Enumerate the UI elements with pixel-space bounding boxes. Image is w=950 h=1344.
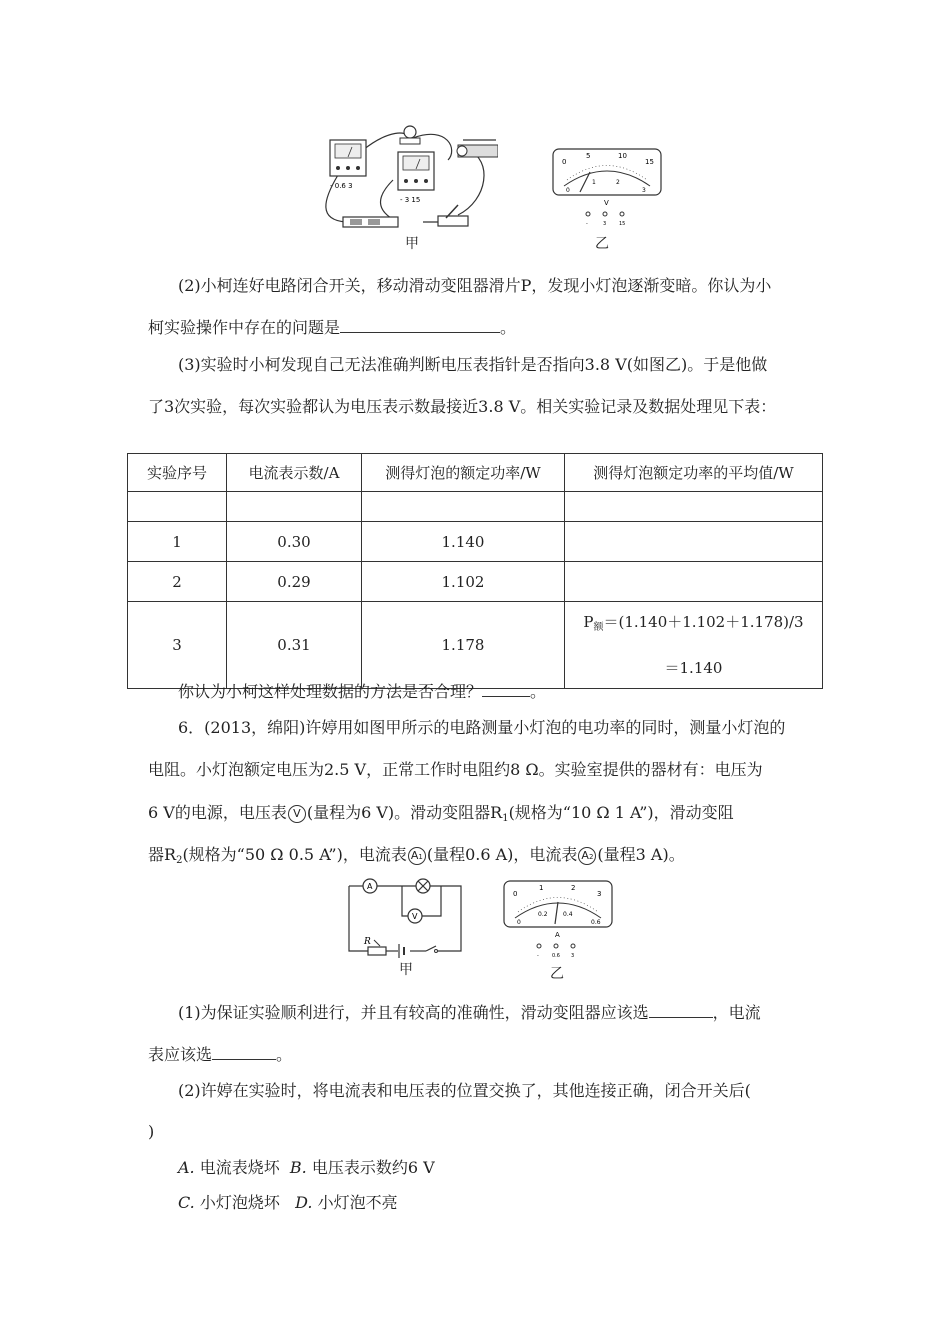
table-header-cell: 实验序号 — [128, 454, 227, 492]
q6-2-line2: ) — [148, 1122, 155, 1141]
option-c[interactable]: C. 小灯泡烧坏 — [178, 1193, 280, 1212]
gauge-terminal-1: 3 — [603, 221, 607, 227]
table-header-row — [128, 454, 823, 492]
gauge2-terminal-0: - — [537, 953, 539, 959]
gauge2-top-tick-2: 2 — [571, 884, 576, 892]
figure-2-schematic — [346, 876, 466, 958]
q2-line2 — [148, 318, 516, 338]
gauge-bottom-tick-0: 0 — [566, 187, 570, 194]
q6-1-line2: 表应该选 。 — [148, 1045, 293, 1064]
gauge2-terminal-2: 3 — [571, 953, 575, 959]
table-row — [128, 522, 823, 562]
q2-line2-text: 柯实验操作中存在的问题是 — [148, 318, 341, 337]
switch-device — [438, 205, 468, 226]
reasonable-question: 你认为小柯这样处理数据的方法是否合理？ 。 — [178, 682, 547, 701]
q6-line1: 6．(2013，绵阳)许婷用如图甲所示的电路测量小灯泡的电功率的同时，测量小灯泡的 — [178, 718, 786, 737]
table-cell: 2 — [128, 562, 227, 602]
gauge2-top-tick-1: 1 — [539, 884, 544, 892]
gauge-terminal-2: 15 — [619, 221, 626, 227]
table-cell — [565, 562, 823, 602]
ammeter-a2-symbol-icon: A2 — [578, 847, 596, 865]
gauge-top-tick-2: 10 — [618, 152, 627, 160]
ammeter-a1-symbol-icon: A1 — [408, 847, 426, 865]
average-formula: $P_额=(1.140+1.102+1.178)/3$ — [583, 613, 804, 633]
bulb-device — [400, 126, 420, 144]
figure-1-label-left: 甲 — [405, 236, 419, 252]
q3-line2: 了3次实验，每次实验都认为电压表示数最接近3.8 V。相关实验记录及数据处理见下表： — [148, 397, 777, 416]
table-average-cell — [565, 602, 823, 689]
table-cell: 1.102 — [362, 562, 565, 602]
table-row — [128, 602, 823, 689]
figure-2-label-left: 甲 — [399, 962, 413, 978]
q6-line4: 器$R_2$(规格为“50 Ω 0.5 A”)，电流表 A1 (量程0.6 A)，电流表 A2 (量程3 A)。 — [148, 845, 685, 866]
voltmeter-symbol-icon: V — [288, 805, 306, 823]
gauge-terminal-0: - — [586, 221, 588, 227]
option-b[interactable]: B. 电压表示数约6 V — [289, 1158, 435, 1177]
option-a[interactable]: A. 电流表烧坏 — [178, 1158, 280, 1177]
q6-line2: 电阻。小灯泡额定电压为2.5 V，正常工作时电阻约8 Ω。实验室提供的器材有：电压为 — [148, 760, 763, 779]
q6-line3: 6 V的电源，电压表 V (量程为6 V)。滑动变阻器$R_1$(规格为“10 Ω 1 A”)，滑动变阻 — [148, 803, 734, 824]
options-row-ab — [178, 1158, 435, 1178]
table-row — [128, 562, 823, 602]
reasonable-answer-blank[interactable] — [482, 682, 530, 697]
average-result: ＝1.140 — [664, 659, 723, 677]
table-header-cell: 电流表示数/A — [227, 454, 362, 492]
gauge-bottom-tick-1: 1 — [592, 179, 596, 186]
gauge-top-tick-1: 5 — [586, 152, 591, 160]
q6-1-line1: (1)为保证实验顺利进行，并且有较高的准确性，滑动变阻器应该选 ，电流 — [178, 1003, 761, 1022]
table-header-cell: 测得灯泡的额定功率/W — [362, 454, 565, 492]
table-cell: 1.178 — [362, 602, 565, 689]
q6-2-line1: (2)许婷在实验时，将电流表和电压表的位置交换了，其他连接正确，闭合开关后( — [178, 1081, 751, 1100]
gauge2-bottom-tick-3: 0.6 — [591, 919, 601, 926]
gauge2-bottom-tick-1: 0.2 — [538, 911, 548, 918]
schematic-rheostat-label: R — [364, 937, 371, 947]
gauge-unit: V — [604, 199, 609, 207]
schematic-voltmeter-label: V — [412, 912, 418, 921]
ammeter-device — [330, 140, 366, 176]
figure-2-ammeter-gauge — [503, 880, 613, 960]
voltmeter-device — [398, 152, 434, 190]
gauge2-top-tick-3: 3 — [597, 890, 602, 898]
gauge2-bottom-tick-2: 0.4 — [563, 911, 573, 918]
voltmeter-terminals: - 3 15 — [400, 196, 421, 204]
table-cell: 0.30 — [227, 522, 362, 562]
schematic-rheostat-icon — [368, 947, 386, 955]
gauge-bottom-tick-3: 3 — [642, 187, 646, 194]
gauge-top-tick-3: 15 — [645, 158, 654, 166]
figure-1-circuit — [318, 120, 498, 250]
table-cell: 0.29 — [227, 562, 362, 602]
figure-2-label-right: 乙 — [550, 966, 564, 982]
gauge-bottom-tick-2: 2 — [616, 179, 620, 186]
table-row-empty — [128, 492, 823, 522]
gauge2-top-tick-0: 0 — [513, 890, 518, 898]
figure-1-label-right: 乙 — [595, 236, 609, 252]
table-cell: 3 — [128, 602, 227, 689]
gauge2-unit: A — [555, 931, 560, 939]
gauge-top-tick-0: 0 — [562, 158, 567, 166]
options-row-cd — [178, 1193, 398, 1213]
table-header-cell: 测得灯泡额定功率的平均值/W — [565, 454, 823, 492]
table-cell — [565, 522, 823, 562]
ammeter-choice-blank[interactable] — [212, 1045, 276, 1060]
ammeter-terminals: - 0.6 3 — [330, 182, 353, 190]
q3-line1: (3)实验时小柯发现自己无法准确判断电压表指针是否指向3.8 V(如图乙)。于是他做 — [178, 355, 768, 374]
battery-device — [343, 217, 398, 227]
option-d[interactable]: D. 小灯泡不亮 — [295, 1193, 398, 1212]
gauge2-terminal-1: 0.6 — [552, 953, 560, 959]
gauge2-bottom-tick-0: 0 — [517, 919, 521, 926]
q2-answer-blank[interactable] — [340, 318, 500, 333]
q2-line2-end: 。 — [500, 318, 517, 337]
experiment-table — [127, 453, 823, 689]
table-cell: 1 — [128, 522, 227, 562]
q2-line1: (2)小柯连好电路闭合开关，移动滑动变阻器滑片P，发现小灯泡逐渐变暗。你认为小 — [178, 276, 772, 295]
rheostat-choice-blank[interactable] — [649, 1003, 713, 1018]
table-cell: 0.31 — [227, 602, 362, 689]
rheostat-device — [457, 140, 498, 157]
figure-1-voltmeter-gauge — [552, 148, 662, 228]
table-cell: 1.140 — [362, 522, 565, 562]
schematic-ammeter-label: A — [367, 882, 373, 891]
